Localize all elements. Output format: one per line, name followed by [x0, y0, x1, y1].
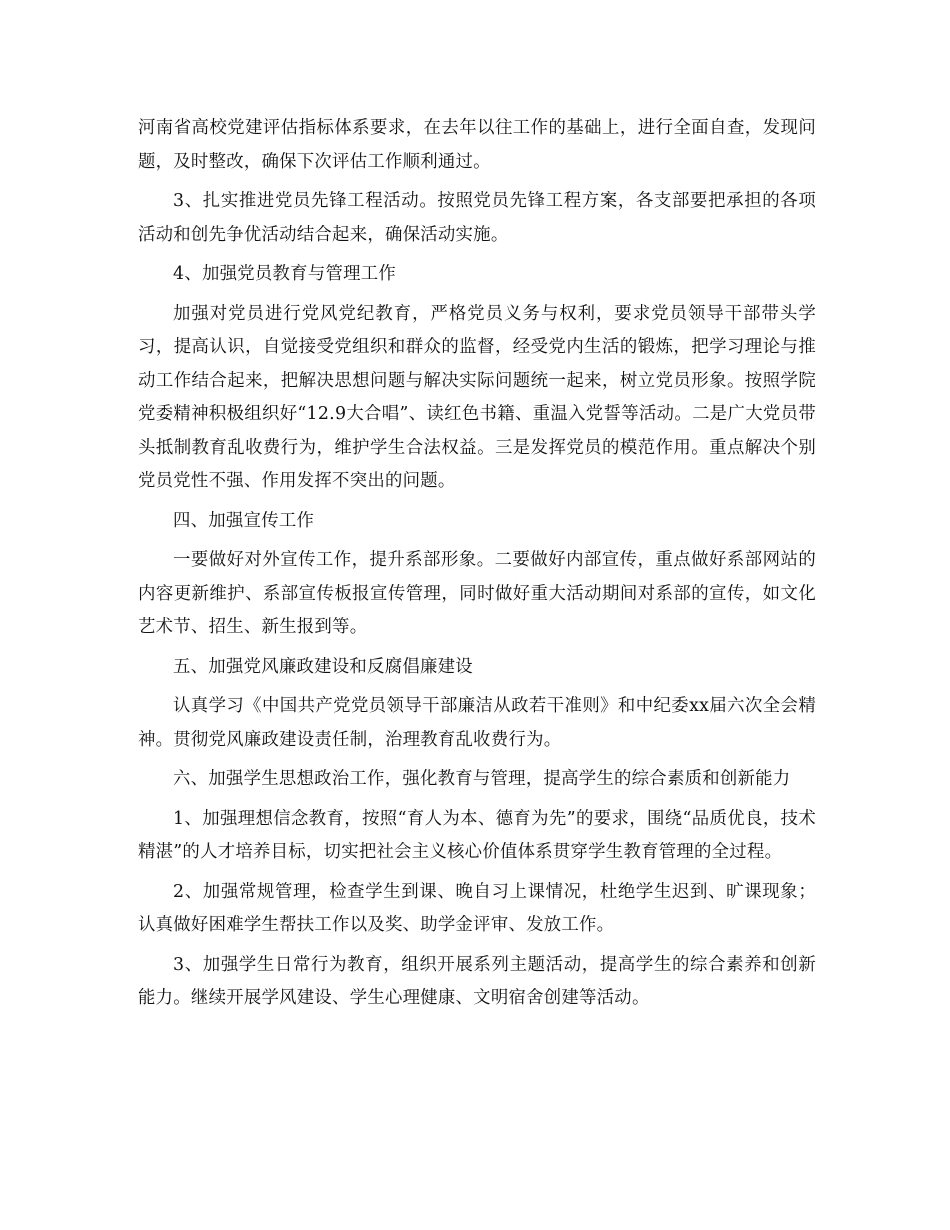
paragraph-behavior-education: 3、加强学生日常行为教育，组织开展系列主题活动，提高学生的综合素养和创新能力。继续开展学风建设、学生心理健康、文明宿舍创建等活动。	[138, 954, 816, 1008]
document-body	[138, 112, 816, 1022]
paragraph-ideals-education: 1、加强理想信念教育，按照“育人为本、德育为先”的要求，围绕“品质优良，技术精湛”的人才培养目标，切实把社会主义核心价值体系贯穿学生教育管理的全过程。	[138, 808, 816, 862]
heading-integrity: 五、加强党风廉政建设和反腐倡廉建设	[173, 656, 473, 677]
paragraph-vanguard-project: 3、扎实推进党员先锋工程活动。按照党员先锋工程方案，各支部要把承担的各项活动和创先争优活动结合起来，确保活动实施。	[138, 191, 816, 245]
heading-publicity: 四、加强宣传工作	[173, 510, 315, 531]
paragraph-routine-management: 2、加强常规管理，检查学生到课、晚自习上课情况，杜绝学生迟到、旷课现象；认真做好困难学生帮扶工作以及奖、助学金评审、发放工作。	[138, 881, 816, 935]
paragraph-evaluation-continued: 河南省高校党建评估指标体系要求，在去年以往工作的基础上，进行全面自查，发现问题，及时整改，确保下次评估工作顺利通过。	[138, 118, 816, 172]
paragraph-member-education: 加强对党员进行党风党纪教育，严格党员义务与权利，要求党员领导干部带头学习，提高认识，自觉接受党组织和群众的监督，经受党内生活的锻炼，把学习理论与推动工作结合起来，把解决思想问题与解决实际问题统一起来，树立党员形象。按照学院党委精神积极组织好“12.9大合唱”、读红色书籍、重温入党誓等活动。二是广大党员带头抵制教育乱收费行为，维护学生合法权益。三是发挥党员的模范作用。重点解决个别党员党性不强、作用发挥不突出的问题。	[138, 303, 816, 491]
paragraph-integrity: 认真学习《中国共产党党员领导干部廉洁从政若干准则》和中纪委xx届六次全会精神。贯彻党风廉政建设责任制，治理教育乱收费行为。	[138, 696, 816, 750]
heading-student-work: 六、加强学生思想政治工作，强化教育与管理，提高学生的综合素质和创新能力	[173, 769, 791, 789]
paragraph-publicity: 一要做好对外宣传工作，提升系部形象。二要做好内部宣传，重点做好系部网站的内容更新维护、系部宣传板报宣传管理，同时做好重大活动期间对系部的宣传，如文化艺术节、招生、新生报到等。	[138, 550, 816, 637]
heading-member-education: 4、加强党员教育与管理工作	[173, 264, 397, 284]
